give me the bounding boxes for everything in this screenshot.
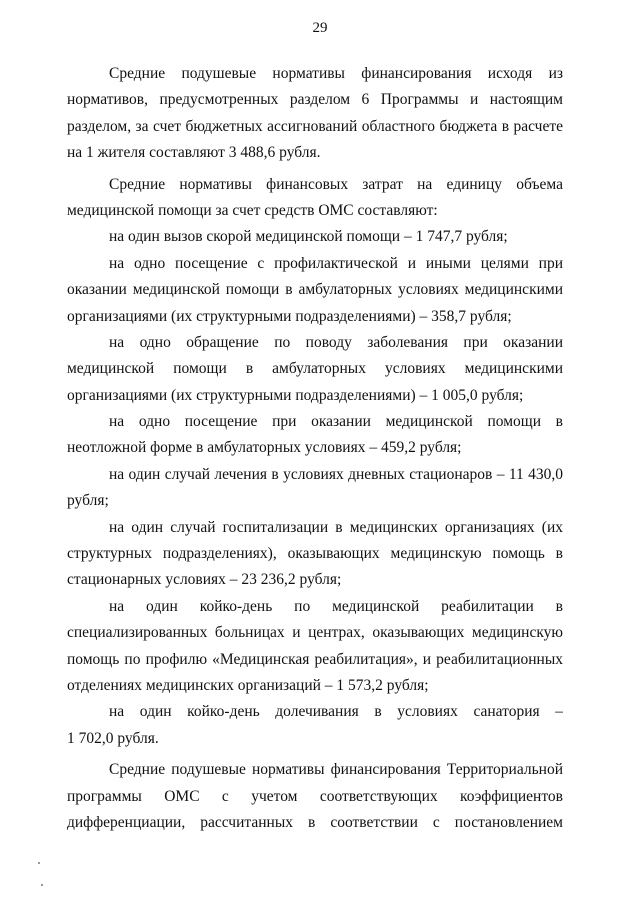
document-body (67, 61, 563, 836)
text-line: специализированных больницах и центрах, оказывающих медицинскую (67, 624, 563, 642)
text-line: на одно посещение при оказании медицинской помощи в (109, 413, 563, 431)
text-line: разделом, за счет бюджетных ассигнований областного бюджета в расчете (67, 117, 563, 135)
text-line: программы ОМС с учетом соответствующих коэффициентов (67, 787, 563, 805)
text-line: неотложной форме в амбулаторных условиях – 459,2 рубля; (67, 439, 462, 457)
text-line: стационарных условиях – 23 236,2 рубля; (67, 571, 342, 589)
text-line: нормативов, предусмотренных разделом 6 Программы и настоящим (67, 91, 563, 109)
text-line: организациями (их структурными подразделениями) – 358,7 рубля; (67, 307, 512, 325)
text-line: на 1 жителя составляют 3 488,6 рубля. (67, 144, 321, 162)
text-line: на один случай госпитализации в медицинских организациях (их (109, 518, 563, 536)
text-line: оказании медицинской помощи в амбулаторных условиях медицинскими (67, 281, 563, 299)
text-line: рубля; (67, 492, 109, 510)
text-line: на одно посещение с профилактической и иными целями при (109, 254, 563, 272)
text-line: дифференциации, рассчитанных в соответствии с постановлением (67, 813, 563, 831)
text-line: Средние подушевые нормативы финансирования Территориальной (109, 761, 563, 779)
text-line: на один койко-день по медицинской реабилитации в (109, 597, 563, 615)
text-line: на одно обращение по поводу заболевания при оказании (109, 333, 563, 351)
text-line: помощь по профилю «Медицинская реабилитация», и реабилитационных (67, 650, 563, 668)
text-line: Средние нормативы финансовых затрат на единицу объема (109, 175, 563, 193)
text-line: на один вызов скорой медицинской помощи – 1 747,7 рубля; (109, 228, 508, 246)
text-line: организациями (их структурными подразделениями) – 1 005,0 рубля; (67, 386, 524, 404)
text-line: на один случай лечения в условиях дневных стационаров – 11 430,0 (109, 465, 563, 483)
text-line: медицинской помощи за счет средств ОМС составляют: (67, 201, 438, 219)
text-line: 1 702,0 рубля. (67, 729, 159, 747)
text-line: на один койко-день долечивания в условиях санатория – (109, 703, 563, 721)
page-number: 29 (312, 20, 328, 36)
text-line: медицинской помощи в амбулаторных условиях медицинскими (67, 360, 563, 378)
text-line: Средние подушевые нормативы финансирования исходя из (109, 65, 563, 82)
text-line: структурных подразделениях), оказывающих медицинскую помощь в (67, 545, 563, 563)
text-line: отделениях медицинских организаций – 1 573,2 рубля; (67, 676, 429, 694)
